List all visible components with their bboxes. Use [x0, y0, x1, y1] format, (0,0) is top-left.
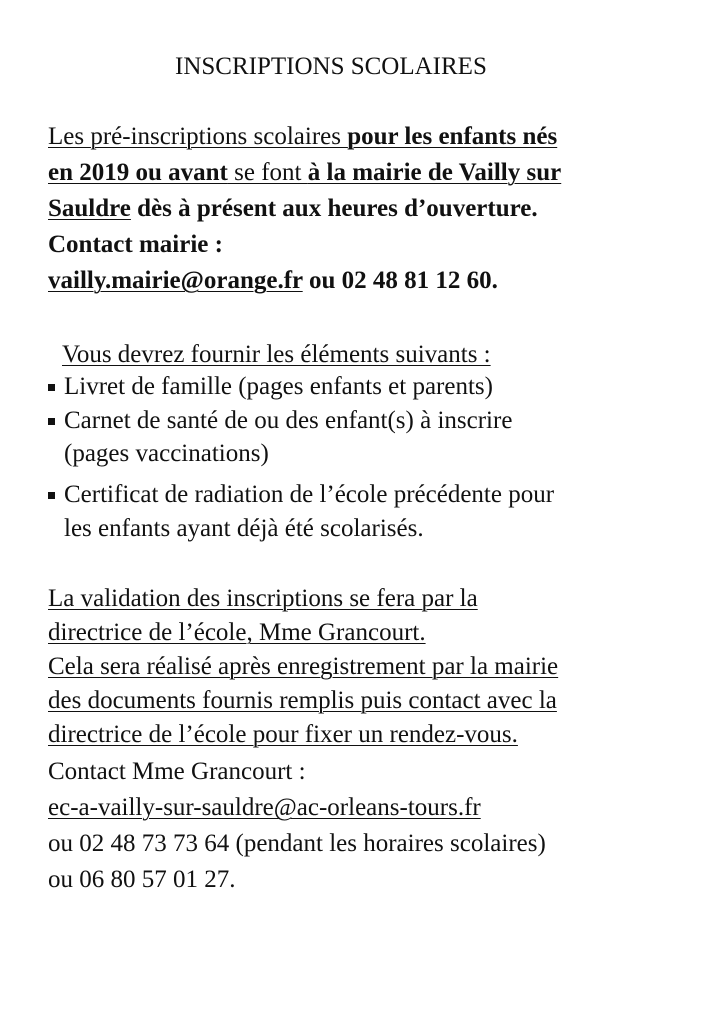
- intro-highlight: dès à présent aux heures d’ouverture.: [130, 195, 538, 222]
- intro-line-3: [48, 192, 538, 226]
- validation-text: directrice de l’école, Mme Grancourt.: [48, 619, 426, 646]
- list-item-text: (pages vaccinations): [64, 440, 269, 467]
- validation-line: [48, 650, 558, 684]
- bullet-icon: [48, 384, 55, 391]
- bullet-icon: [48, 492, 55, 499]
- intro-line-2: [48, 156, 561, 190]
- contact-grancourt-label: [48, 755, 306, 789]
- list-item-text: les enfants ayant déjà été scolarisés.: [64, 515, 424, 542]
- validation-line: [48, 718, 518, 752]
- validation-text: des documents fournis remplis puis contact avec la: [48, 687, 557, 714]
- list-item-text: Carnet de santé de ou des enfant(s) à inscrire: [64, 407, 513, 434]
- validation-text: Cela sera réalisé après enregistrement par la mairie: [48, 653, 559, 680]
- contact-label-text: Contact Mme Grancourt :: [48, 758, 306, 785]
- list-item: [48, 404, 512, 438]
- intro-highlight: pour les enfants nés: [347, 123, 558, 150]
- intro-highlight: en 2019 ou avant: [48, 159, 228, 186]
- validation-line: [48, 582, 478, 616]
- list-item: [48, 370, 493, 404]
- intro-line-5: [48, 264, 498, 298]
- list-item-continuation: [64, 512, 424, 546]
- school-phone-line: [48, 827, 546, 861]
- school-phone: ou 02 48 73 73 64 (pendant les horaires scolaires): [48, 830, 546, 857]
- documents-heading-text: Vous devrez fournir les éléments suivants :: [62, 341, 491, 368]
- documents-heading: [62, 338, 491, 372]
- bullet-icon: [48, 418, 55, 425]
- list-item-text: Livret de famille (pages enfants et parents): [64, 373, 493, 400]
- page-title: INSCRIPTIONS SCOLAIRES: [175, 53, 487, 80]
- intro-text: Les pré-inscriptions scolaires: [48, 123, 348, 150]
- intro-highlight: Sauldre: [48, 195, 131, 222]
- mobile-phone-line: [48, 863, 236, 897]
- intro-highlight: à la mairie de Vailly sur: [307, 159, 562, 186]
- list-item-continuation: [64, 437, 269, 471]
- validation-line: [48, 616, 426, 650]
- validation-text: La validation des inscriptions se fera par la: [48, 585, 478, 612]
- list-item: [48, 478, 554, 512]
- school-email-link[interactable]: ec-a-vailly-sur-sauldre@ac-orleans-tours.fr: [48, 794, 481, 821]
- intro-line-4: [48, 228, 223, 262]
- validation-line: [48, 684, 557, 718]
- mairie-email-link[interactable]: vailly.mairie@orange.fr: [48, 267, 303, 294]
- contact-mairie-label: Contact mairie :: [48, 231, 223, 258]
- intro-text: se font: [227, 159, 308, 186]
- validation-text: directrice de l’école pour fixer un rendez-vous.: [48, 721, 518, 748]
- mairie-phone: ou 02 48 81 12 60.: [302, 267, 498, 294]
- list-item-text: Certificat de radiation de l’école précédente pour: [64, 481, 555, 508]
- mobile-phone: ou 06 80 57 01 27.: [48, 866, 236, 893]
- intro-line-1: [48, 120, 557, 154]
- school-email-line: [48, 791, 481, 825]
